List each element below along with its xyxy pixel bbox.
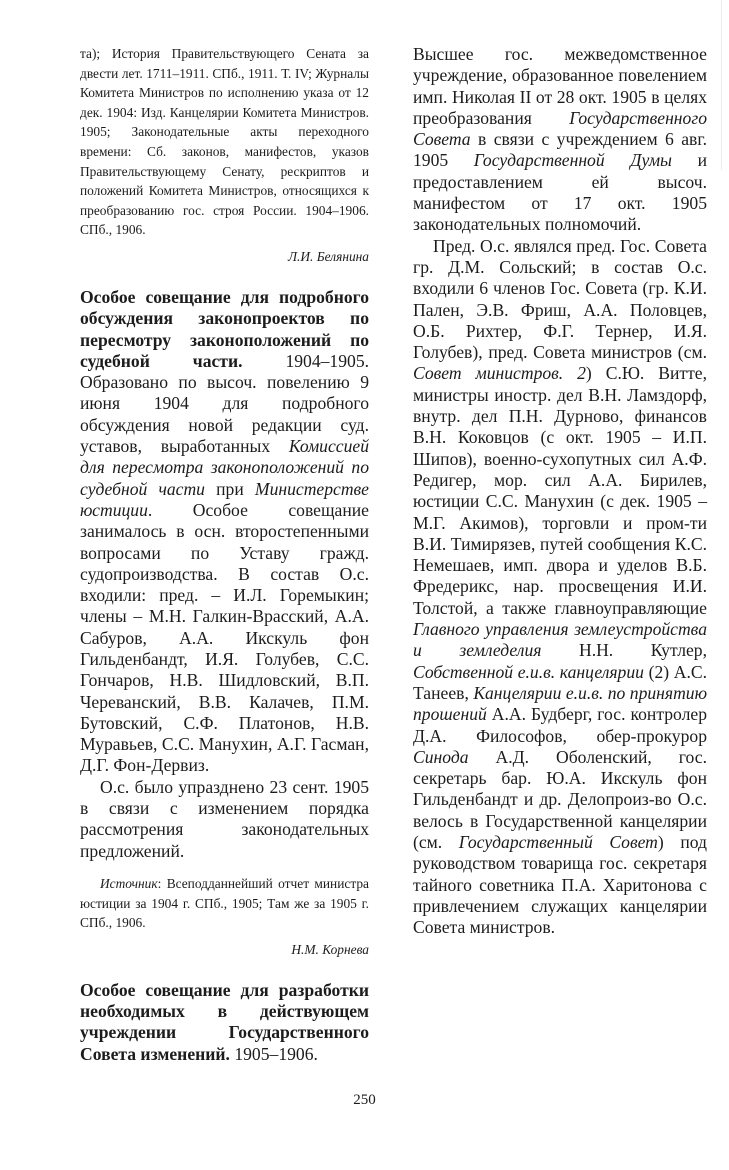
right-column	[413, 44, 707, 938]
author-signature-korneva: Н.М. Корнева	[291, 941, 369, 957]
entry-1-years: 1904–1905.	[242, 350, 370, 371]
p2-text-c: Н.Н. Кутлер,	[541, 640, 707, 661]
entry-2-years: 1905–1906.	[229, 1043, 318, 1064]
p1-text-b: в связи с учреждением 6 авг. 1905	[413, 129, 707, 171]
entry-2-heading	[80, 980, 369, 1065]
source-text: : Всеподданнейший отчет министра юстиции за 1904 г. СПб., 1905; Там же за 1905 г. СПб., 1906.	[80, 875, 369, 931]
author-signature-belyanina: Л.И. Белянина	[287, 248, 369, 264]
entry-2-title: Особое совещание для разработки необходимых в действующем учреждении Государственного Совета изменений.	[80, 979, 369, 1064]
p2-text-d: (2) А.С. Танеев,	[413, 661, 707, 703]
entry-1-text-c: . Особое совещание занималось в осн. второстепенными вопросами по Уставу гражд. судопроизводства. В состав О.с. входили: пред. – И.Л. Горемыкин; члены – М.Н. Галкин-Врасский, А.А. Сабуров, А.А. Икскуль фон Гильденбандт, И.Я. Голубев, С.С. Гончаров, Н.В. Шидловский, В.П. Череванский, В.В. Калачев, П.М. Бутовский, С.Ф. Платонов, Н.В. Муравьев, С.С. Манухин, А.Г. Гасман, Д.Г. Фон-Дервиз.	[80, 499, 369, 776]
p2-text-e: А.А. Будберг, гос. контролер Д.А. Философов, обер-прокурор	[413, 704, 707, 746]
p2-text-f: А.Д. Оболенский, гос. секретарь бар. Ю.А. Икскуль фон Гильденбандт и др. Делопроиз-во О.с. велось в Государственной канцелярии (см.	[413, 746, 707, 852]
cross-reference-link-state-duma[interactable]: Государственной Думы	[473, 150, 672, 171]
p2-text-b: ) С.Ю. Витте, министры иностр. дел В.Н. Ламздорф, внутр. дел П.Н. Дурново, финансов В.Н. Коковцов (с окт. 1905 – И.П. Шипов), военно-сухопутных сил А.Ф. Редигер, мор. сил А.А. Бирилев, юстиции С.С. Манухин (с дек. 1905 – М.Г. Акимов), торговли и пром-ти В.И. Тимирязев, путей сообщения К.С. Немешаев, имп. двора и уделов В.Б. Фредерикс, нар. просвещения И.И. Толстой, а также главноуправляющие	[413, 363, 707, 618]
cross-reference-link-council-of-ministers[interactable]: Совет министров. 2	[413, 363, 586, 384]
entry-2-paragraph-2	[413, 236, 707, 939]
p2-text-a: Пред. О.с. являлся пред. Гос. Совета гр. Д.М. Сольский; в состав О.с. входили 6 членов Гос. Совета (гр. К.И. Пален, Э.В. Фриш, А.А. Половцев, О.Б. Рихтер, Ф.Г. Тернер, И.Я. Голубев), пред. Совета министров (см.	[413, 235, 707, 363]
entry-1-source	[80, 874, 369, 933]
entry-1-paragraph-2: О.с. было упразднено 23 сент. 1905 в связи с изменением порядка рассмотрения законодательных предложений.	[80, 776, 369, 861]
cross-reference-link-land-management[interactable]: Главного управления землеустройства и земледелия	[413, 619, 707, 661]
cross-reference-link-state-council-2[interactable]: Государственный Совет	[458, 831, 658, 852]
p2-text-g: ) под руководством товарища гос. секретаря тайного советника П.А. Харитонова с привлечением служащих канцелярии Совета министров.	[413, 831, 707, 938]
cross-reference-link-ministry-justice[interactable]: Министерстве юстиции	[80, 478, 369, 520]
source-label: Источник	[100, 875, 158, 891]
cross-reference-link-synod[interactable]: Синода	[413, 746, 469, 767]
entry-special-meeting-judicial	[80, 287, 369, 959]
p1-text-a: Высшее гос. межведомственное учреждение, образованное повелением имп. Николая II от 28 окт. 1905 в целях преобразования	[413, 44, 707, 128]
cross-reference-link-petitions-chancellery[interactable]: Канцелярии е.и.в. по принятию прошений	[413, 682, 707, 725]
cross-reference-link-own-chancellery[interactable]: Собственной е.и.в. канцелярии	[413, 661, 644, 682]
scan-edge-line	[721, 0, 722, 170]
references-continued: та); История Правительствующего Сената за двести лет. 1711–1911. СПб., 1911. Т. IV; Журналы Комитета Министров по исполнению указа от 12 дек. 1904: Изд. Канцелярии Комитета Министров. 1905; Законодательные акты переходного времени: Сб. законов, манифестов, указов Правительствующему Сенату, рескриптов и положений Комитета Министров, относящихся к преобразованию гос. строя России. 1904–1906. СПб., 1906.	[80, 46, 369, 238]
p1-text-c: и предоставлением ей высоч. манифестом от 17 окт. 1905 законодательных полномочий.	[413, 150, 707, 235]
cross-reference-link-commission[interactable]: Комиссией для пересмотра законоположений по судебной части	[80, 436, 369, 499]
entry-special-meeting-state-council	[80, 980, 369, 1065]
cross-reference-link-state-council[interactable]: Государственного Совета	[413, 107, 707, 150]
entry-1-text-b: при	[204, 478, 255, 499]
entry-1-text-a: Образовано по высоч. повелению 9 июня 1904 для подробного обсуждения новой редакции суд. уставов, выработанных	[80, 372, 369, 457]
left-column	[80, 44, 369, 1065]
entry-1-paragraph-1	[80, 287, 369, 777]
entry-1-title: Особое совещание для подробного обсуждения законопроектов по пересмотру законоположений по судебной части.	[80, 286, 369, 371]
entry-2-paragraph-1	[413, 44, 707, 236]
page-number: 250	[353, 1092, 376, 1108]
